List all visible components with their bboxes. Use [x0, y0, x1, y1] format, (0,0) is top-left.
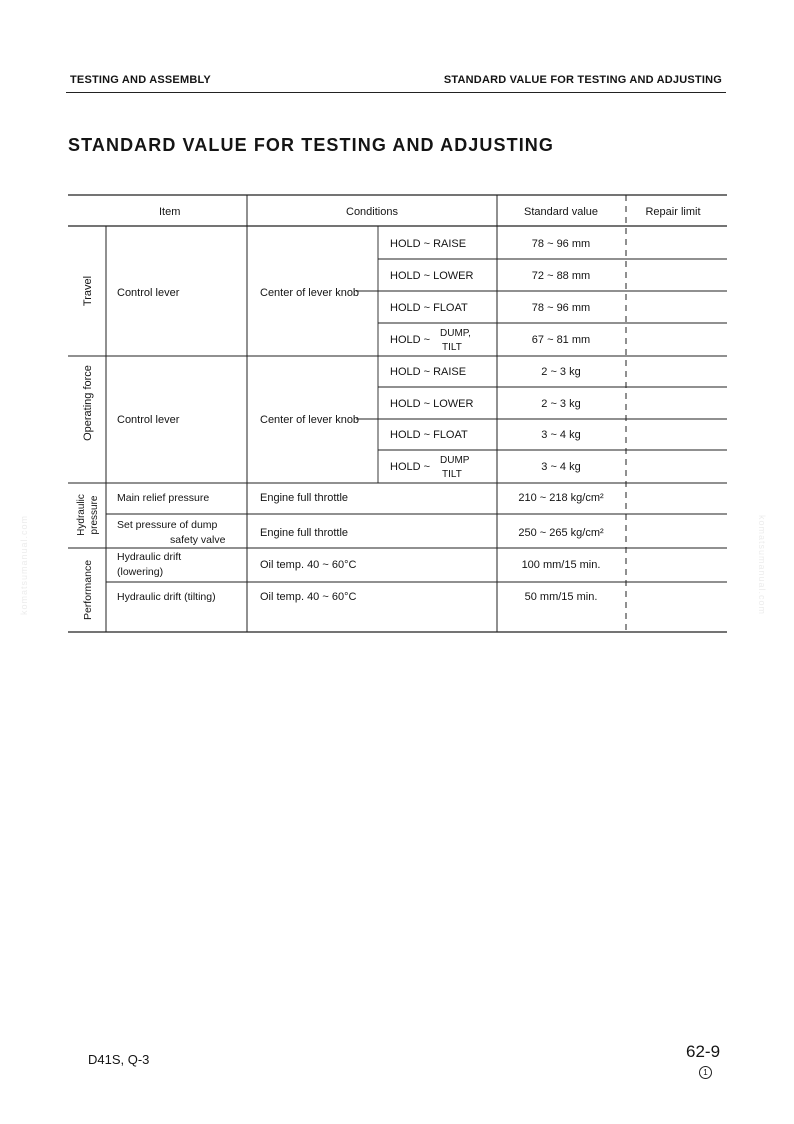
watermark-right: komatsumanual.com [757, 514, 768, 616]
header-page-title: STANDARD VALUE FOR TESTING AND ADJUSTING [443, 74, 722, 86]
operating-force-condition: Center of lever knob [260, 414, 360, 426]
hydraulic-value: 210 ~ 218 kg/cm² [518, 492, 604, 504]
group-label-travel: Travel [82, 275, 94, 307]
header-section-title: TESTING AND ASSEMBLY [70, 74, 211, 86]
hydraulic-item-line1: Set pressure of dump [117, 519, 218, 531]
hydraulic-condition: Engine full throttle [260, 492, 349, 504]
travel-value: 78 ~ 96 mm [531, 302, 591, 314]
performance-condition: Oil temp. 40 ~ 60°C [260, 559, 357, 571]
travel-position: HOLD ~ FLOAT [390, 302, 468, 314]
group-label-performance: Performance [82, 559, 94, 621]
travel-position: HOLD ~ LOWER [390, 270, 474, 282]
operating-force-value: 3 ~ 4 kg [541, 429, 581, 441]
hydraulic-item: Main relief pressure [117, 492, 210, 504]
operating-force-value: 2 ~ 3 kg [541, 398, 581, 410]
hydraulic-value: 250 ~ 265 kg/cm² [518, 527, 604, 539]
page-title: STANDARD VALUE FOR TESTING AND ADJUSTING [68, 135, 555, 155]
travel-position-prefix: HOLD ~ [390, 334, 431, 346]
operating-force-position-bottom: TILT [442, 469, 462, 480]
group-label-pressure: pressure [89, 495, 100, 535]
travel-position-top: DUMP, [440, 328, 471, 339]
performance-condition: Oil temp. 40 ~ 60°C [260, 591, 357, 603]
operating-force-position: HOLD ~ RAISE [390, 366, 467, 378]
travel-condition: Center of lever knob [260, 287, 360, 299]
operating-force-position-prefix: HOLD ~ [390, 461, 431, 473]
group-label-operating-force: Operating force [82, 365, 94, 441]
operating-force-position: HOLD ~ LOWER [390, 398, 474, 410]
column-header-standard-value: Standard value [524, 206, 598, 218]
operating-force-position: HOLD ~ FLOAT [390, 429, 468, 441]
performance-value: 50 mm/15 min. [524, 591, 598, 603]
column-header-item: Item [159, 206, 181, 218]
hydraulic-condition: Engine full throttle [260, 527, 349, 539]
travel-value: 78 ~ 96 mm [531, 238, 591, 250]
travel-position: HOLD ~ RAISE [390, 238, 467, 250]
travel-value: 72 ~ 88 mm [531, 270, 591, 282]
group-label-hydraulic: Hydraulic [76, 494, 87, 536]
travel-value: 67 ~ 81 mm [531, 334, 591, 346]
operating-force-value: 3 ~ 4 kg [541, 461, 581, 473]
revision-mark: 1 [699, 1066, 712, 1079]
operating-force-position-top: DUMP [440, 455, 470, 466]
performance-item: Hydraulic drift (tilting) [117, 591, 216, 603]
footer-model-code: D41S, Q-3 [88, 1052, 150, 1067]
column-header-conditions: Conditions [346, 206, 398, 218]
column-header-repair-limit: Repair limit [645, 206, 701, 218]
travel-item: Control lever [117, 287, 180, 299]
performance-value: 100 mm/15 min. [521, 559, 601, 571]
travel-position-bottom: TILT [442, 342, 462, 353]
operating-force-item: Control lever [117, 414, 180, 426]
page-number: 62-9 [686, 1042, 721, 1061]
operating-force-value: 2 ~ 3 kg [541, 366, 581, 378]
hydraulic-item-line2: safety valve [170, 534, 226, 546]
performance-item-line2: (lowering) [117, 566, 164, 578]
performance-item-line1: Hydraulic drift [117, 551, 182, 563]
watermark-left: komatsumanual.com [19, 514, 30, 616]
